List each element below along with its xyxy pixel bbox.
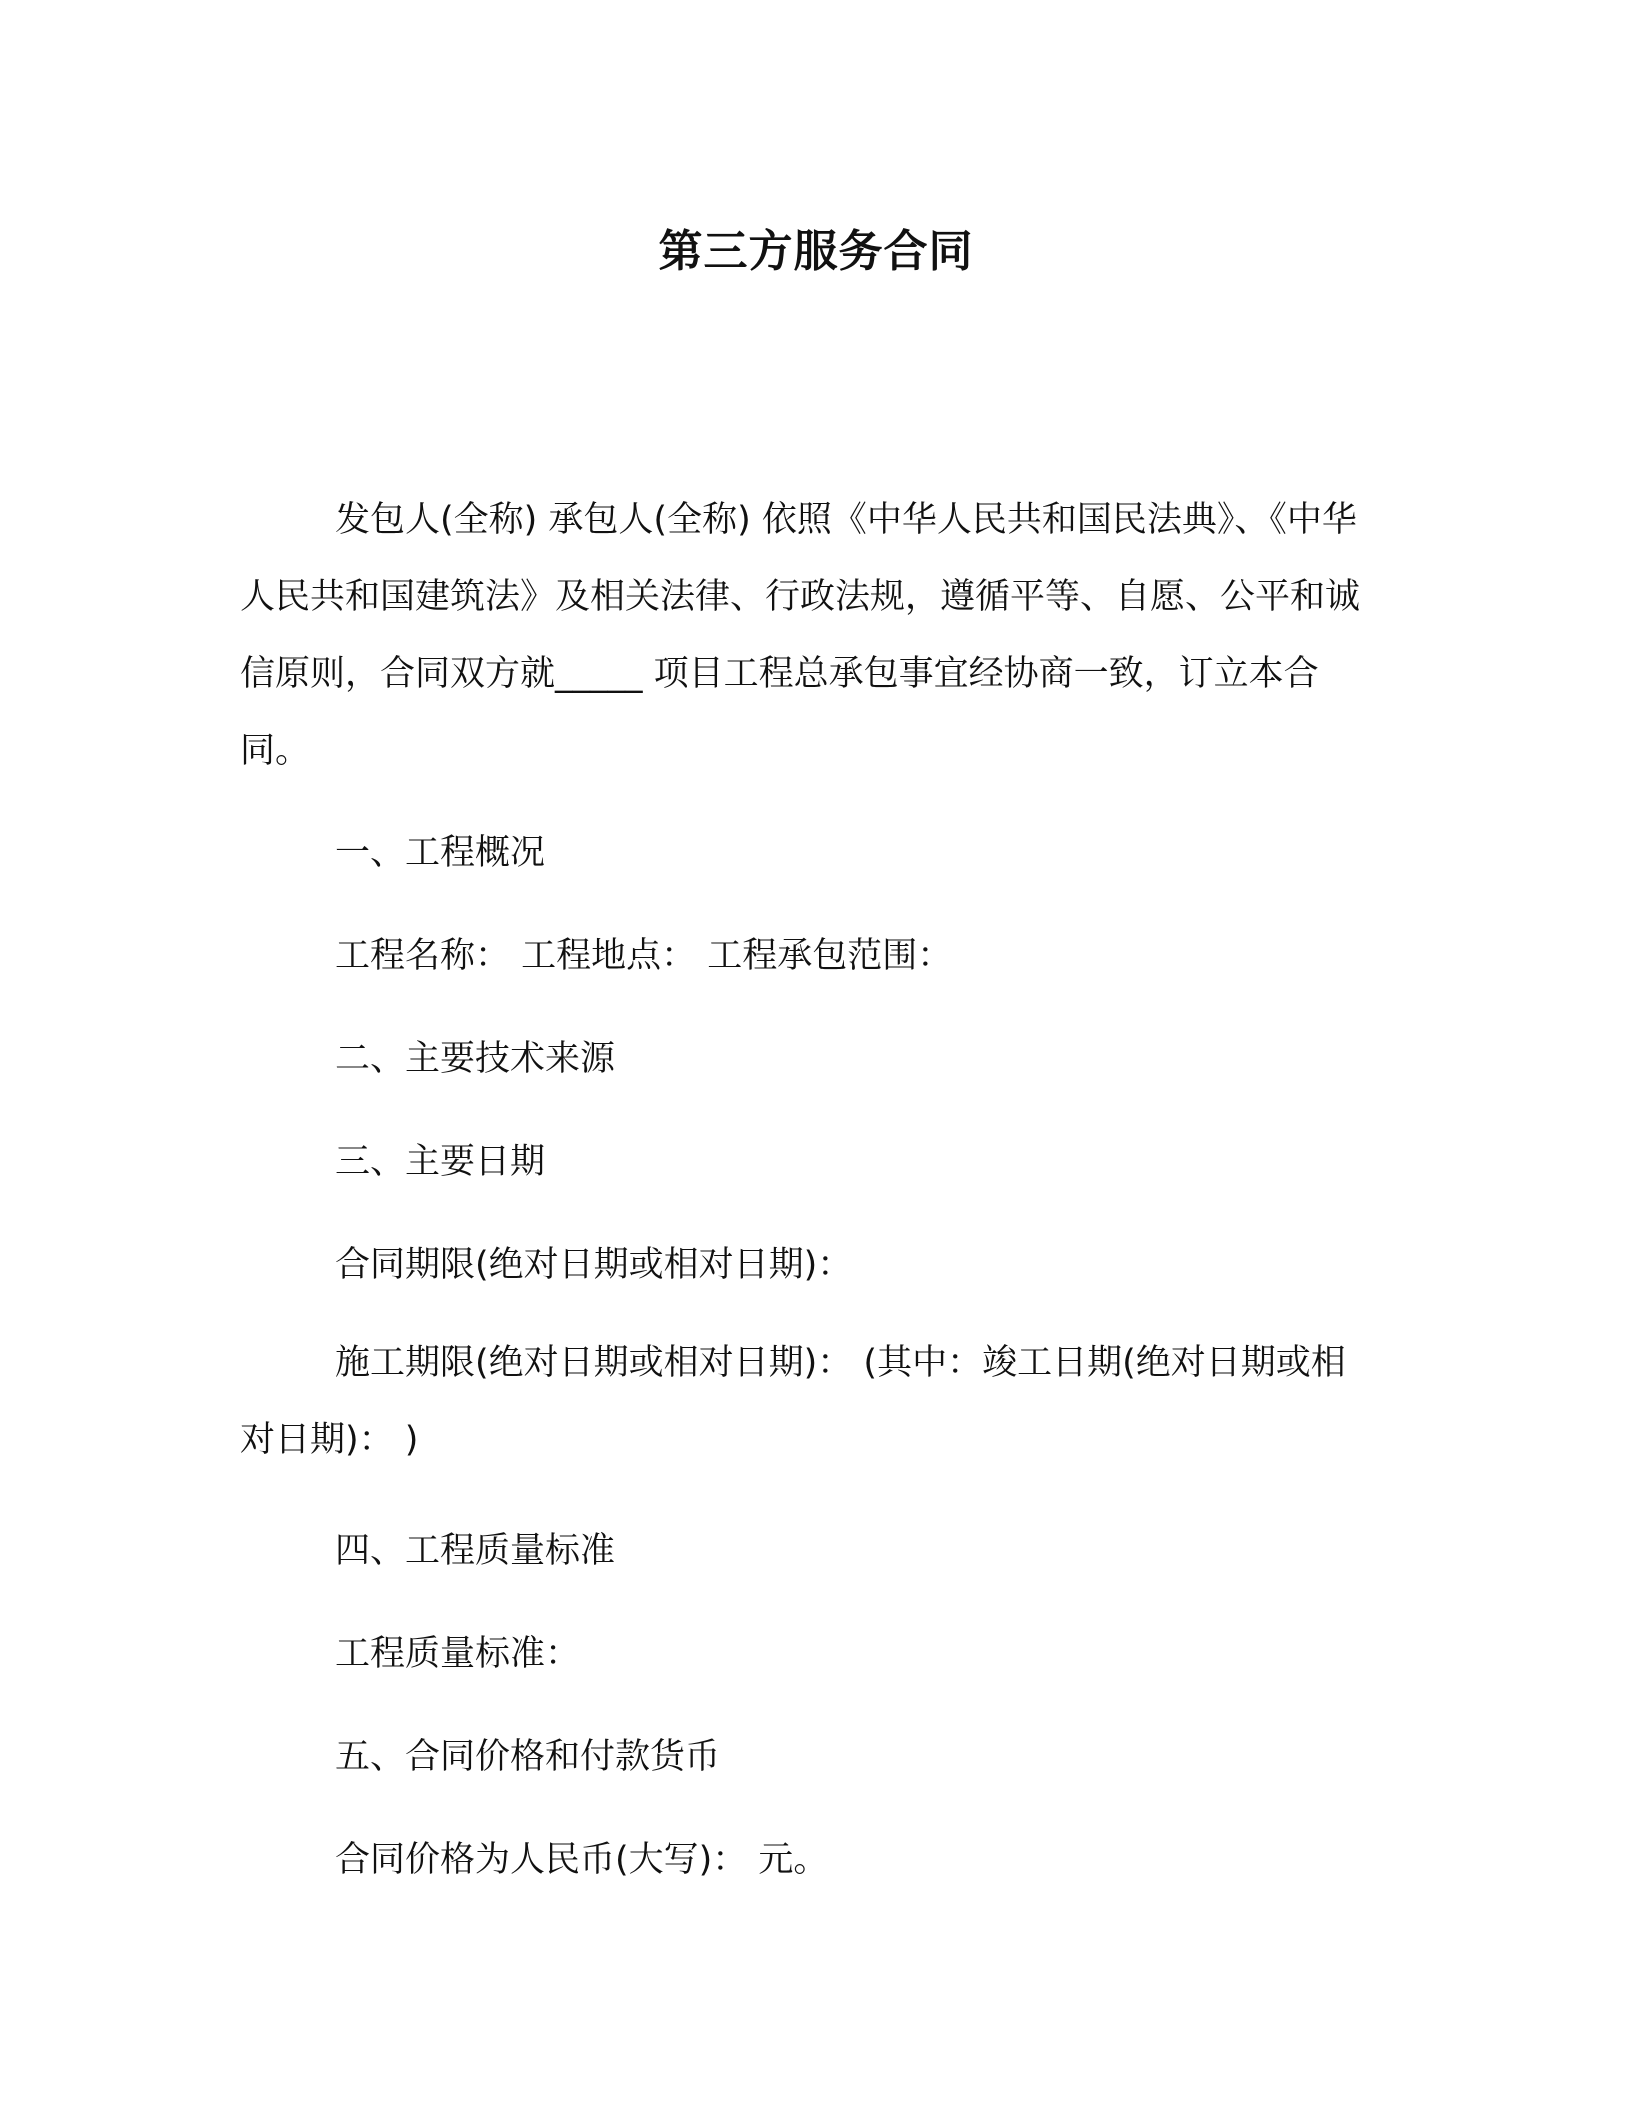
contract-price-field: 合同价格为人民币(大写)： 元。 (335, 1840, 829, 1880)
section-4-heading: 四、工程质量标准 (335, 1531, 616, 1571)
section-5-heading: 五、合同价格和付款货币 (335, 1737, 721, 1777)
intro-paragraph: 发包人(全称) 承包人(全称) 依照《中华人民共和国民法典》、《中华人民共和国建筑法》及相关法律、行政法规，遵循平等、自愿、公平和诚信原则，合同双方就_____ 项目工程总承包事宜经协商一致，订立本合同。 (240, 500, 1361, 771)
section-2-heading: 二、主要技术来源 (335, 1039, 616, 1079)
document-title: 第三方服务合同 (658, 226, 974, 277)
section-1-heading: 一、工程概况 (335, 833, 546, 873)
construction-period-field: 施工期限(绝对日期或相对日期)： (其中：竣工日期(绝对日期或相对日期)： ) (240, 1343, 1346, 1460)
contract-period-field: 合同期限(绝对日期或相对日期)： (335, 1245, 853, 1285)
section-1-fields: 工程名称： 工程地点： 工程承包范围： (335, 936, 953, 976)
quality-standard-field: 工程质量标准： (335, 1634, 581, 1674)
section-3-heading: 三、主要日期 (335, 1142, 546, 1182)
